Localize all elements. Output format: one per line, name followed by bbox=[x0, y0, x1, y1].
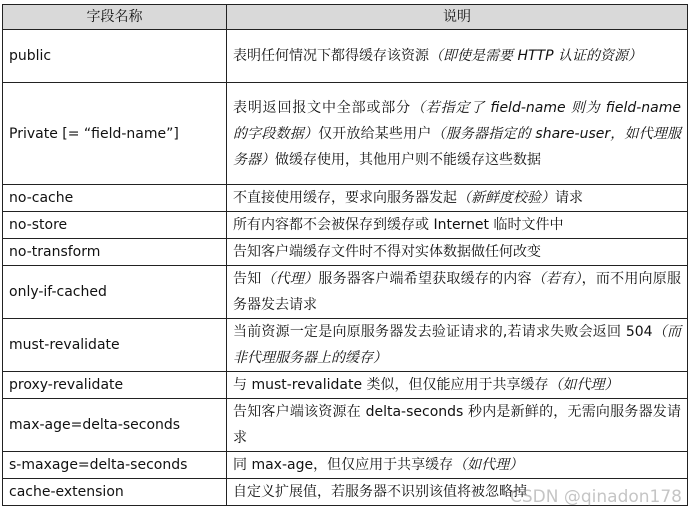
table-row bbox=[3, 266, 688, 319]
description-cell bbox=[227, 212, 688, 239]
table-row bbox=[3, 83, 688, 185]
description-segment: （如代理） bbox=[548, 377, 619, 393]
description-segment: （若指定了 field-name 则为 field-name 的字段数据） bbox=[233, 99, 681, 142]
description-segment: 与 must-revalidate 类似，但仅能应用于共享缓存 bbox=[233, 377, 549, 393]
watermark: CSDN @qinadon178 bbox=[510, 487, 682, 507]
field-name-cell: max-age=delta-seconds bbox=[3, 399, 227, 452]
description-segment: 不直接使用缓存，要求向服务器发起 bbox=[233, 190, 457, 206]
description-segment: 表明返回报文中全部或部分 bbox=[233, 99, 411, 116]
table-row bbox=[3, 212, 688, 239]
table-row bbox=[3, 319, 688, 372]
header-description: 说明 bbox=[227, 5, 688, 30]
field-name-cell: must-revalidate bbox=[3, 319, 227, 372]
table-row bbox=[3, 239, 688, 266]
description-segment: 服务器客户端希望获取缓存的内容 bbox=[318, 271, 532, 287]
description-cell bbox=[227, 239, 688, 266]
description-segment: ，而不用向原服务器发去请求 bbox=[233, 271, 682, 313]
table-row bbox=[3, 452, 688, 479]
header-field-name: 字段名称 bbox=[3, 5, 227, 30]
field-name-cell: Private [= “field-name”] bbox=[3, 83, 227, 185]
field-name-cell: s-maxage=delta-seconds bbox=[3, 452, 227, 479]
field-name-cell: no-store bbox=[3, 212, 227, 239]
description-segment: 自定义扩展值，若服务器不识别该值将被忽略掉 bbox=[233, 484, 527, 500]
field-name-cell: proxy-revalidate bbox=[3, 372, 227, 399]
description-segment: （服务器指定的 share-user，如代理服务器） bbox=[233, 125, 682, 168]
description-segment: （如代理） bbox=[453, 457, 524, 473]
description-segment: 表明任何情况下都得缓存该资源 bbox=[233, 48, 429, 64]
description-segment: 当前资源一定是向原服务器发去验证请求的,若请求失败会返回 504 bbox=[233, 324, 653, 340]
description-segment: 仅开放给某些用户 bbox=[318, 125, 432, 142]
cache-control-table bbox=[2, 4, 688, 506]
description-segment: 所有内容都不会被保存到缓存或 Internet 临时文件中 bbox=[233, 217, 564, 233]
description-cell bbox=[227, 185, 688, 212]
description-cell bbox=[227, 83, 688, 185]
description-segment: （若有） bbox=[531, 271, 582, 287]
header-row bbox=[3, 5, 688, 30]
description-segment: 同 max-age，但仅应用于共享缓存 bbox=[233, 457, 454, 473]
table-row bbox=[3, 372, 688, 399]
description-cell bbox=[227, 319, 688, 372]
description-segment: 告知 bbox=[233, 271, 262, 287]
description-segment: 告知客户端缓存文件时不得对实体数据做任何改变 bbox=[233, 244, 541, 260]
field-name-cell: public bbox=[3, 30, 227, 83]
description-cell bbox=[227, 266, 688, 319]
field-name-cell: only-if-cached bbox=[3, 266, 227, 319]
description-segment: （新鲜度校验） bbox=[457, 190, 555, 206]
field-name-cell: no-cache bbox=[3, 185, 227, 212]
description-segment: 请求 bbox=[555, 190, 583, 206]
table-row bbox=[3, 399, 688, 452]
description-segment: （即使是需要 HTTP 认证的资源） bbox=[429, 48, 642, 64]
description-cell bbox=[227, 372, 688, 399]
description-segment: （而非代理服务器上的缓存） bbox=[233, 324, 682, 366]
field-name-cell: no-transform bbox=[3, 239, 227, 266]
description-segment: 告知客户端该资源在 delta-seconds 秒内是新鲜的，无需向服务器发请求 bbox=[233, 404, 681, 446]
table-row bbox=[3, 185, 688, 212]
table-row bbox=[3, 30, 688, 83]
description-segment: （代理） bbox=[261, 271, 319, 287]
description-segment: 做缓存使用，其他用户则不能缓存这些数据 bbox=[275, 151, 541, 168]
field-name-cell: cache-extension bbox=[3, 479, 227, 506]
description-cell bbox=[227, 399, 688, 452]
description-cell bbox=[227, 30, 688, 83]
description-cell bbox=[227, 452, 688, 479]
